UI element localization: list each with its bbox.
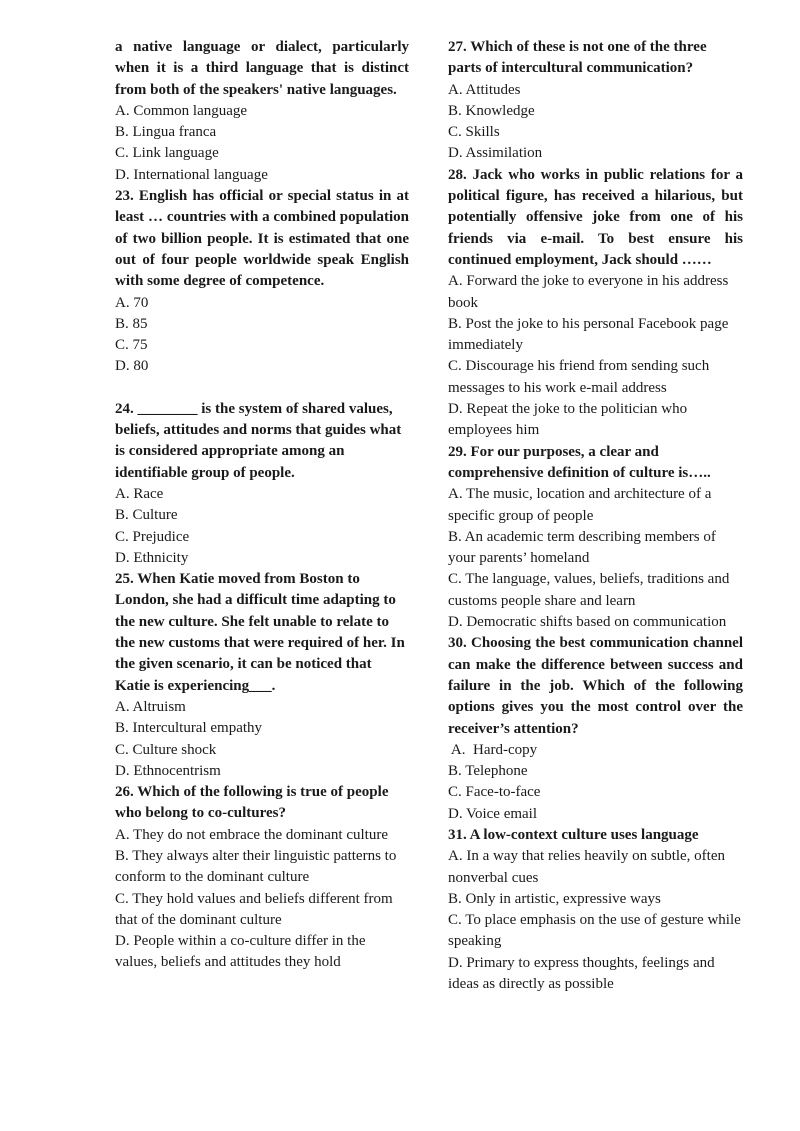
option-b: B. An academic term describing members of your parents’ homeland <box>448 528 716 567</box>
option-c: C. Culture shock <box>115 741 217 758</box>
question-stem: 23. English has official or special status in at least … countries with a combined population of two billion people. It is estimated that one out of four people worldwide speak English with some degree of competence. <box>115 188 409 290</box>
question-26 <box>115 782 409 974</box>
option-c: C. They hold values and beliefs different from that of the dominant culture <box>115 890 393 928</box>
option-d: D. International language <box>115 166 268 183</box>
question-31 <box>448 825 743 995</box>
option-b: B. Only in artistic, expressive ways <box>448 890 661 907</box>
option-c: C. To place emphasis on the use of gesture while speaking <box>448 912 741 950</box>
option-c: C. The language, values, beliefs, traditions and customs people share and learn <box>448 571 730 609</box>
spacer <box>115 378 409 399</box>
question-22 <box>115 37 409 186</box>
question-stem: 31. A low-context culture uses language <box>448 826 699 843</box>
option-d: D. Primary to express thoughts, feelings and ideas as directly as possible <box>448 954 715 993</box>
option-d: D. Ethnicity <box>115 549 189 566</box>
right-column <box>448 37 743 995</box>
option-b: B. Lingua franca <box>115 124 217 141</box>
option-b: B. Post the joke to his personal Facebook page immediately <box>448 315 729 354</box>
option-c: C. Face-to-face <box>448 784 541 801</box>
option-b: B. 85 <box>115 315 148 332</box>
option-b: B. Intercultural empathy <box>115 720 263 737</box>
option-d: D. Repeat the joke to the politician who employees him <box>448 401 688 439</box>
option-a: A. Common language <box>115 102 248 119</box>
question-27 <box>448 37 743 165</box>
question-stem: 24. ________ is the system of shared values, beliefs, attitudes and norms that guides what is considered appropriate among an identifiable group of people. <box>115 400 402 481</box>
question-24 <box>115 399 409 569</box>
question-stem: 27. Which of these is not one of the three parts of intercultural communication? <box>448 39 707 77</box>
option-c: C. Link language <box>115 145 219 162</box>
question-23 <box>115 186 409 378</box>
option-d: D. Ethnocentrism <box>115 762 221 779</box>
question-stem: 28. Jack who works in public relations for a political figure, has received a hilarious, but potentially offensive joke from one of his friends via e-mail. To best ensure his continued employment, Jack should …… <box>448 166 743 268</box>
option-b: B. Culture <box>115 507 178 524</box>
option-a: A. Hard-copy <box>448 741 538 758</box>
option-a: A. They do not embrace the dominant culture <box>115 826 388 843</box>
option-d: D. Assimilation <box>448 145 543 162</box>
option-d: D. People within a co-culture differ in the values, beliefs and attitudes they hold <box>115 933 366 971</box>
option-a: A. Race <box>115 485 164 502</box>
question-stem: 26. Which of the following is true of people who belong to co-cultures? <box>115 784 389 822</box>
option-b: B. Telephone <box>448 763 528 780</box>
option-c: C. Skills <box>448 124 500 141</box>
option-d: D. Voice email <box>448 805 538 822</box>
question-30 <box>448 633 743 825</box>
option-a: A. Altruism <box>115 698 186 715</box>
option-d: D. 80 <box>115 358 149 375</box>
option-a: A. Attitudes <box>448 81 521 98</box>
question-28 <box>448 165 743 442</box>
option-a: A. Forward the joke to everyone in his address book <box>448 273 729 311</box>
option-b: B. Knowledge <box>448 102 535 119</box>
option-a: A. 70 <box>115 294 149 311</box>
option-c: C. Prejudice <box>115 528 190 545</box>
question-29 <box>448 442 743 634</box>
option-a: A. In a way that relies heavily on subtle, often nonverbal cues <box>448 848 726 886</box>
question-stem: a native language or dialect, particularly when it is a third language that is distinct from both of the speakers' native languages. <box>115 39 409 98</box>
left-column <box>115 37 409 974</box>
question-stem: 29. For our purposes, a clear and comprehensive definition of culture is….. <box>448 443 711 481</box>
option-c: C. 75 <box>115 337 148 354</box>
option-a: A. The music, location and architecture of a specific group of people <box>448 486 712 524</box>
question-stem: 30. Choosing the best communication channel can make the difference between success and failure in the job. Which of the following options gives you the most control over the receiver’s attention? <box>448 635 743 737</box>
question-stem: 25. When Katie moved from Boston to London, she had a difficult time adapting to the new culture. She felt unable to relate to the new customs that were required of her. In the given scenario, it can be noticed that Katie is experiencing___. <box>115 571 405 694</box>
option-d: D. Democratic shifts based on communication <box>448 614 727 631</box>
question-25 <box>115 569 409 782</box>
option-c: C. Discourage his friend from sending such messages to his work e-mail address <box>448 358 710 396</box>
option-b: B. They always alter their linguistic patterns to conform to the dominant culture <box>115 847 397 886</box>
